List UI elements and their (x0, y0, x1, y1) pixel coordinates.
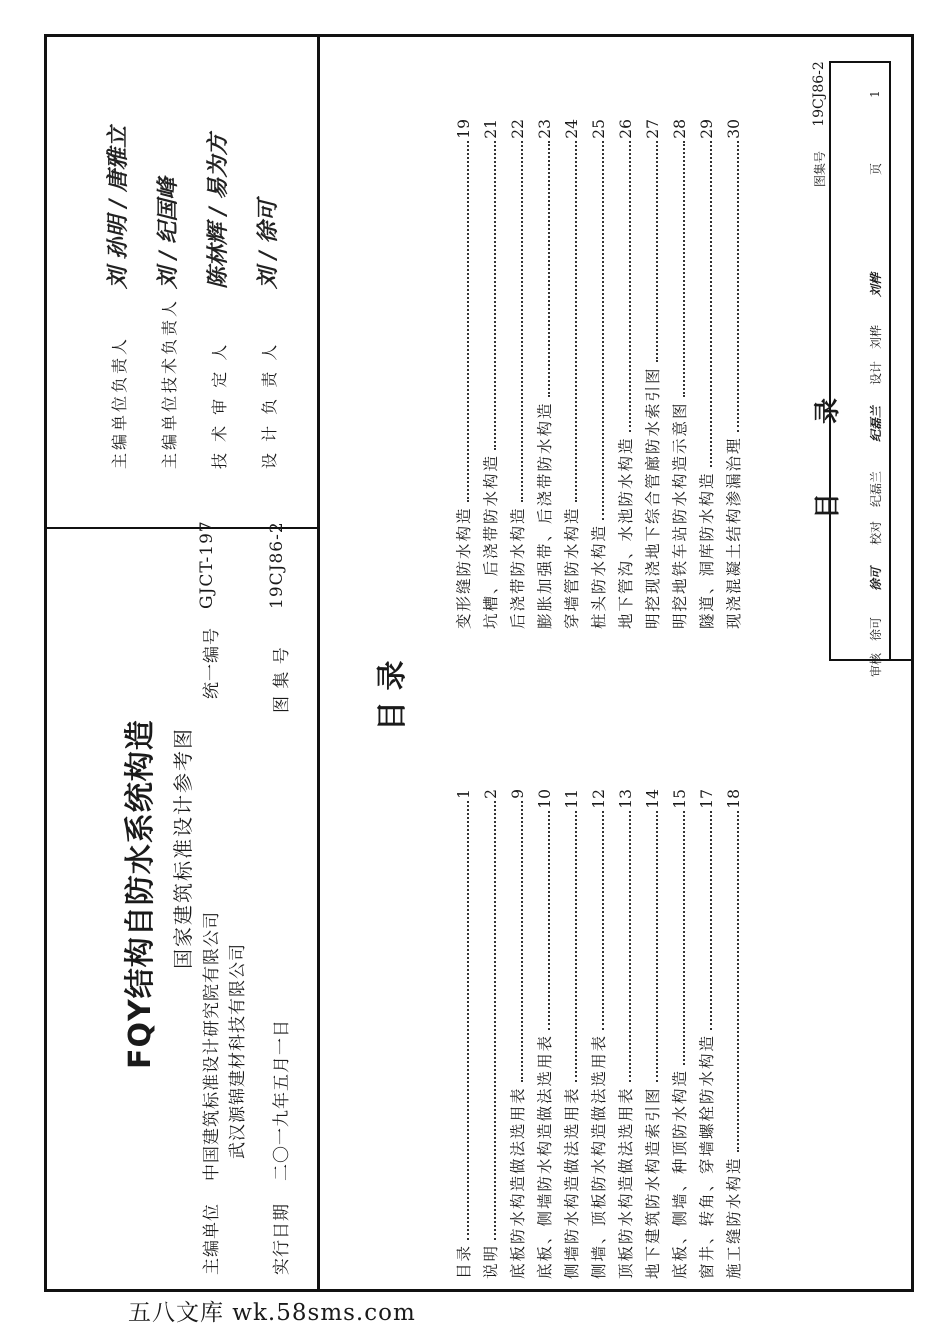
toc-item[interactable] (506, 119, 530, 629)
toc-item[interactable] (695, 789, 719, 1279)
toc-item[interactable] (587, 119, 611, 629)
toc-item[interactable] (533, 789, 557, 1279)
toc-item[interactable] (641, 119, 665, 629)
sheet-title: 目 录 (813, 367, 843, 519)
toc-page: 18 (725, 789, 743, 809)
toc-item[interactable] (533, 119, 557, 629)
resp-sig-2: 刘 / 纪国峰 (155, 177, 181, 289)
toc-title: 底板、侧墙防水构造做法选用表 (536, 1033, 554, 1279)
toc-title: 膨胀加强带、后浇带防水构造 (536, 401, 554, 629)
tb-check-sig: 纪磊兰 (868, 406, 883, 443)
toc-page: 10 (536, 789, 554, 809)
toc-page: 12 (590, 789, 608, 809)
tb-page-label: 页 (868, 163, 883, 176)
document-title: FQY结构自防水系统构造 (123, 719, 158, 1069)
resp-role-1: 主编单位负责人 (110, 335, 129, 469)
atlas-label: 图 集 号 (272, 646, 292, 713)
toc-item[interactable] (722, 789, 746, 1279)
toc-item[interactable] (506, 789, 530, 1279)
resp-role-2: 主编单位技术负责人 (160, 297, 179, 469)
toc-title: 地下管沟、水池防水构造 (617, 436, 635, 629)
toc-page: 14 (644, 789, 662, 809)
toc-page: 13 (617, 789, 635, 809)
toc-title: 说明 (482, 1243, 500, 1279)
toc-title: 桩头防水构造 (590, 523, 608, 629)
resp-sig-3: 陈林辉 / 易为方 (205, 133, 231, 289)
date: 二〇一九年五月一日 (272, 1019, 292, 1181)
toc-page: 26 (617, 119, 635, 139)
toc-title: 侧墙、顶板防水构造做法选用表 (590, 1033, 608, 1279)
tb-review-label: 审核 (868, 653, 883, 678)
toc-title: 隧道、洞库防水构造 (698, 471, 716, 629)
toc-page: 22 (509, 119, 527, 139)
toc-page: 27 (644, 119, 662, 139)
tb-design-sig: 刘桦 (868, 273, 883, 298)
toc-page: 21 (482, 119, 500, 139)
unified-no-label: 统一编号 (202, 627, 222, 699)
editor-2: 武汉源锦建材科技有限公司 (228, 943, 248, 1159)
unified-no: GJCT-197 (197, 520, 217, 609)
rotated-drawing (47, 37, 911, 1289)
toc-title: 地下建筑防水构造索引图 (644, 1086, 662, 1279)
toc-page: 17 (698, 789, 716, 809)
document-subtitle: 国家建筑标准设计参考图 (171, 727, 195, 969)
toc-title: 顶板防水构造做法选用表 (617, 1086, 635, 1279)
date-label: 实行日期 (272, 1203, 292, 1275)
toc-title: 目录 (455, 1243, 473, 1279)
resp-role-4: 设 计 负 责 人 (260, 341, 279, 469)
toc-title: 穿墙管防水构造 (563, 506, 581, 629)
toc-page: 24 (563, 119, 581, 139)
toc-title: 变形缝防水构造 (455, 506, 473, 629)
toc-title: 侧墙防水构造做法选用表 (563, 1086, 581, 1279)
toc-title: 明挖地铁车站防水构造示意图 (671, 401, 689, 629)
toc-item[interactable] (479, 119, 503, 629)
toc-item[interactable] (614, 119, 638, 629)
toc-item[interactable] (560, 119, 584, 629)
toc-item[interactable] (695, 119, 719, 629)
toc-title: 施工缝防水构造 (725, 1156, 743, 1279)
toc-page: 25 (590, 119, 608, 139)
toc-page: 15 (671, 789, 689, 809)
tb-atlas-no: 19CJ86-2 (811, 61, 827, 127)
toc-item[interactable] (668, 789, 692, 1279)
tb-design-name: 刘桦 (868, 325, 883, 350)
toc-item[interactable] (722, 119, 746, 629)
toc-item[interactable] (452, 119, 476, 629)
tb-review-sig: 徐可 (868, 567, 883, 592)
editor-label: 主编单位 (202, 1203, 222, 1275)
toc-page: 11 (563, 789, 581, 809)
toc-title: 底板、侧墙、种顶防水构造 (671, 1068, 689, 1279)
toc-item[interactable] (668, 119, 692, 629)
toc-page: 23 (536, 119, 554, 139)
toc-title: 窗井、转角、穿墙螺栓防水构造 (698, 1033, 716, 1279)
toc-item[interactable] (614, 789, 638, 1279)
toc-page: 29 (698, 119, 716, 139)
watermark-footer: 五八文库 wk.58sms.com (128, 1300, 416, 1326)
toc-page: 1 (455, 789, 473, 799)
toc-page: 28 (671, 119, 689, 139)
atlas-no: 19CJ86-2 (267, 521, 287, 609)
resp-role-3: 技 术 审 定 人 (210, 341, 229, 469)
toc-item[interactable] (587, 789, 611, 1279)
tb-design-label: 设计 (868, 361, 883, 386)
tb-check-name: 纪磊兰 (868, 471, 883, 508)
toc-page: 9 (509, 789, 527, 799)
toc-title: 后浇带防水构造 (509, 506, 527, 629)
toc-item[interactable] (452, 789, 476, 1279)
tb-review-name: 徐可 (868, 617, 883, 642)
toc-title: 底板防水构造做法选用表 (509, 1086, 527, 1279)
toc-heading: 目 录 (375, 660, 410, 731)
toc-page: 2 (482, 789, 500, 799)
toc-page: 30 (725, 119, 743, 139)
toc-item[interactable] (560, 789, 584, 1279)
tb-atlas-label: 图集号 (812, 151, 827, 188)
toc-item[interactable] (641, 789, 665, 1279)
toc-page: 19 (455, 119, 473, 139)
tb-check-label: 校对 (868, 521, 883, 546)
toc-title: 现浇混凝土结构渗漏治理 (725, 436, 743, 629)
tb-page-no: 1 (868, 90, 882, 98)
toc-title: 坑槽、后浇带防水构造 (482, 453, 500, 629)
editor-1: 中国建筑标准设计研究院有限公司 (202, 911, 222, 1181)
resp-sig-4: 刘 / 徐可 (255, 199, 281, 289)
toc-title: 明挖现浇地下综合管廊防水索引图 (644, 366, 662, 629)
toc-item[interactable] (479, 789, 503, 1279)
resp-sig-1: 刘 孙明 / 唐雅立 (105, 125, 131, 289)
